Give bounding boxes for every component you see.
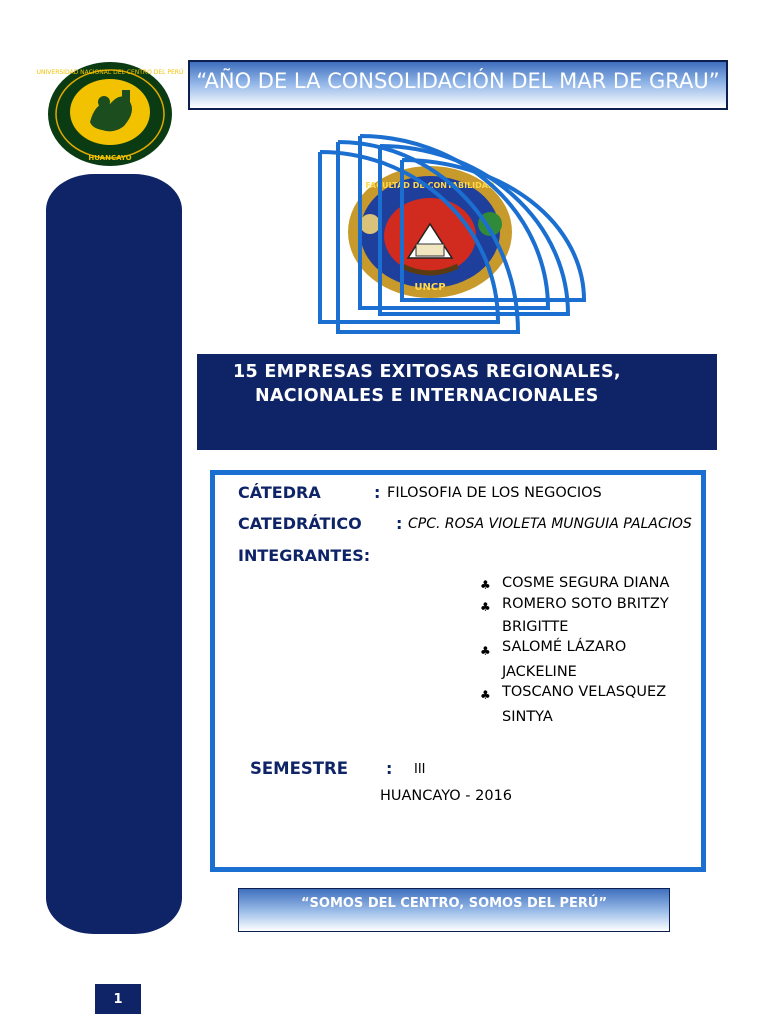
member-3-cont: JACKELINE bbox=[502, 664, 577, 680]
title-box bbox=[197, 354, 717, 450]
university-seal-name: UNIVERSIDAD NACIONAL DEL CENTRO DEL PERÚ bbox=[36, 69, 184, 76]
year-motto-text: “AÑO DE LA CONSOLIDACIÓN DEL MAR DE GRAU” bbox=[196, 69, 720, 93]
faculty-emblem-short: UNCP bbox=[414, 282, 446, 293]
place-year: HUANCAYO - 2016 bbox=[380, 788, 513, 804]
motto-banner bbox=[238, 888, 670, 932]
member-3: SALOMÉ LÁZARO bbox=[502, 639, 627, 655]
faculty-emblem bbox=[318, 132, 588, 342]
integrantes-label: INTEGRANTES: bbox=[238, 546, 371, 565]
title-line-2: NACIONALES E INTERNACIONALES bbox=[255, 386, 599, 406]
semestre-label: SEMESTRE bbox=[250, 759, 348, 778]
member-1: COSME SEGURA DIANA bbox=[502, 575, 670, 591]
faculty-emblem-name: FACULTAD DE CONTABILIDAD bbox=[365, 181, 495, 190]
member-2: ROMERO SOTO BRITZY bbox=[502, 596, 669, 612]
catedratico-label: CATEDRÁTICO bbox=[238, 514, 362, 533]
catedratico-value: CPC. ROSA VIOLETA MUNGUIA PALACIOS bbox=[408, 516, 692, 532]
member-bullet-1: ♣ bbox=[480, 578, 491, 592]
member-bullet-2: ♣ bbox=[480, 600, 491, 614]
title-line-1: 15 EMPRESAS EXITOSAS REGIONALES, bbox=[233, 362, 621, 382]
member-bullet-3: ♣ bbox=[480, 644, 491, 658]
member-4: TOSCANO VELASQUEZ bbox=[502, 684, 667, 700]
page-number bbox=[95, 984, 141, 1014]
semestre-separator: : bbox=[386, 759, 393, 778]
catedra-value: FILOSOFIA DE LOS NEGOCIOS bbox=[387, 485, 602, 501]
left-decorative-bar bbox=[46, 174, 182, 934]
catedra-separator: : bbox=[374, 483, 381, 502]
catedratico-separator: : bbox=[396, 514, 403, 533]
university-seal bbox=[36, 60, 184, 168]
member-4-cont: SINTYA bbox=[502, 709, 553, 725]
motto-text: “SOMOS DEL CENTRO, SOMOS DEL PERÚ” bbox=[300, 896, 607, 911]
year-motto-banner bbox=[188, 60, 728, 110]
page-number-text: 1 bbox=[113, 992, 123, 1007]
member-bullet-4: ♣ bbox=[480, 688, 491, 702]
member-2-cont: BRIGITTE bbox=[502, 619, 569, 635]
university-seal-city: HUANCAYO bbox=[88, 154, 132, 162]
catedra-label: CÁTEDRA bbox=[238, 483, 321, 502]
semestre-value: III bbox=[414, 762, 426, 777]
